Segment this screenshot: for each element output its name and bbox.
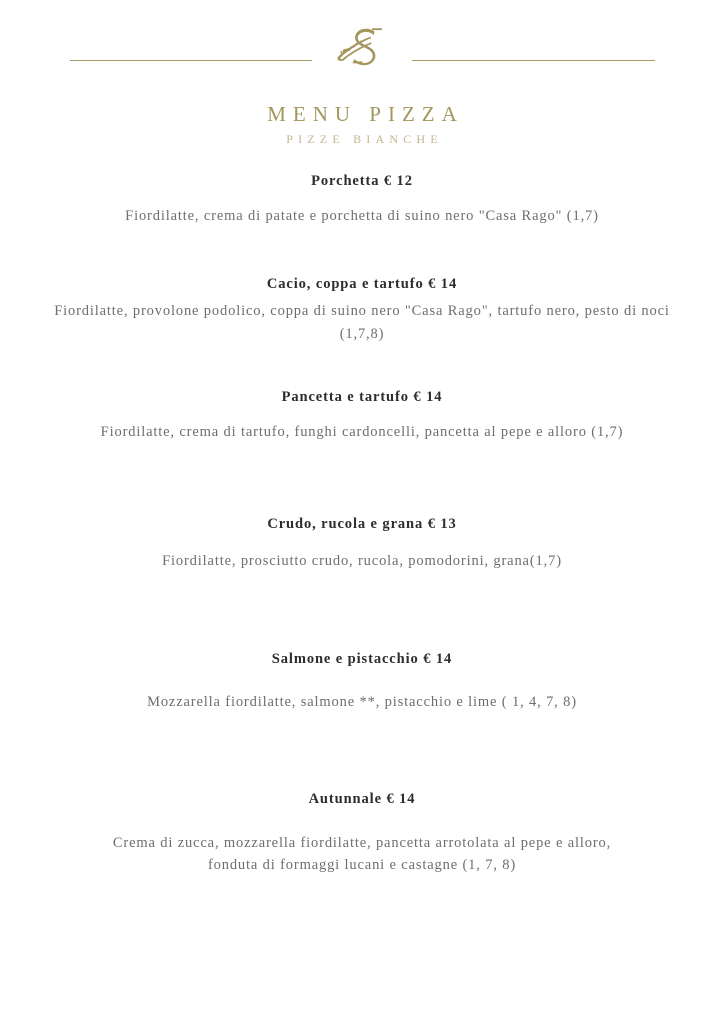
restaurant-s-monogram-logo (330, 21, 394, 81)
menu-header (0, 0, 724, 147)
menu-item-description: Mozzarella fiordilatte, salmone **, pistacchio e lime ( 1, 4, 7, 8) (147, 693, 577, 710)
logo-divider-row (0, 22, 724, 80)
menu-item-description: Fiordilatte, crema di tartufo, funghi cardoncelli, pancetta al pepe e alloro (1,7) (100, 424, 624, 441)
menu-item-title: Pancetta e tartufo € 14 (281, 389, 443, 405)
menu-title: MENU PIZZA (267, 102, 464, 126)
menu-item-description: Fiordilatte, crema di patate e porchetta di suino nero "Casa Rago" (1,7) (125, 208, 599, 225)
menu-item (0, 514, 724, 573)
menu-item-description: Fiordilatte, prosciutto crudo, rucola, pomodorini, grana(1,7) (162, 553, 562, 570)
menu-item-description: Fiordilatte, provolone podolico, coppa di suino nero "Casa Rago", tartufo nero, pesto di noci (1,7,8) (54, 303, 670, 342)
divider-line-right (412, 60, 655, 61)
menu-item-title: Crudo, rucola e grana € 13 (267, 515, 457, 532)
menu-item-title: Cacio, coppa e tartufo € 14 (266, 275, 458, 292)
menu-item (0, 171, 724, 228)
menu-item (0, 789, 724, 876)
menu-item (0, 387, 724, 444)
menu-item (0, 649, 724, 714)
menu-item-description: Crema di zucca, mozzarella fiordilatte, pancetta arrotolata al pepe e alloro, fonduta di formaggi lucani e castagne (1, 7, 8) (112, 834, 612, 874)
menu-item (0, 274, 724, 345)
menu-items-list (0, 171, 724, 877)
menu-item-title: Porchetta € 12 (311, 173, 413, 189)
menu-item-title: Autunnale € 14 (308, 791, 416, 808)
menu-subtitle: PIZZE BIANCHE (286, 132, 443, 146)
divider-line-left (70, 60, 312, 61)
menu-item-title: Salmone e pistacchio € 14 (271, 650, 453, 667)
